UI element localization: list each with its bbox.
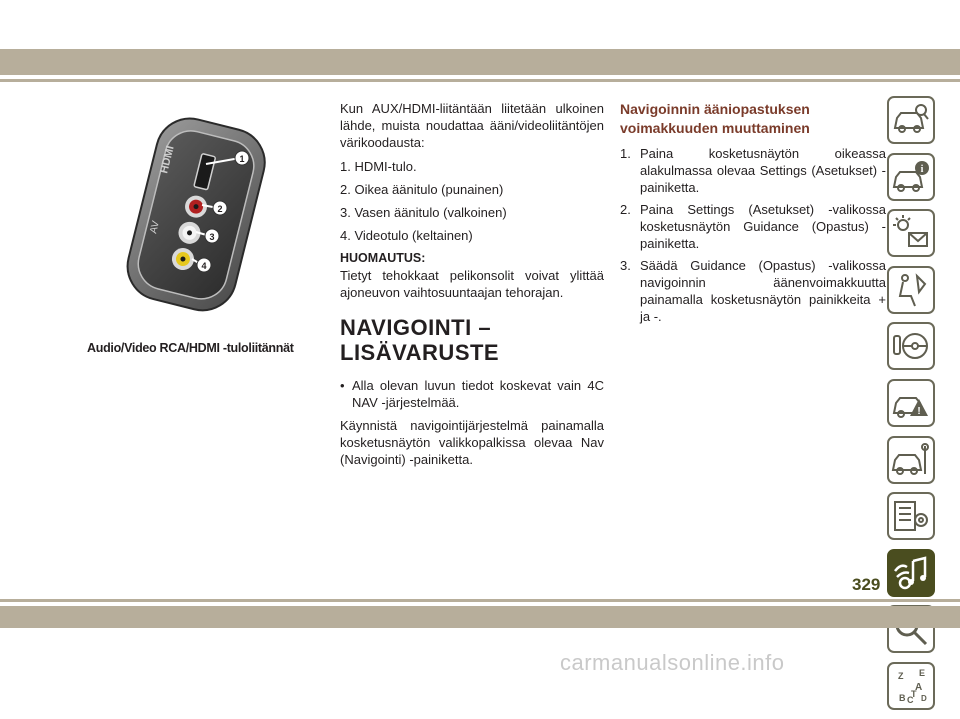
tab-vehicle-info[interactable] <box>887 153 935 201</box>
section-title-line-2: LISÄVARUSTE <box>340 340 500 365</box>
av-console-figure <box>120 104 275 319</box>
specs-gear-icon <box>891 496 931 536</box>
car-wrench-icon <box>891 440 931 480</box>
right-column <box>620 100 886 330</box>
connector-item-4: 4. Videotulo (keltainen) <box>340 228 473 243</box>
step-number: 2. <box>620 202 631 217</box>
tab-servicing[interactable] <box>887 436 935 484</box>
nav-paragraph: Käynnistä navigointijärjestelmä painamalla kosketusnäytön valikkopalkissa olevaa Nav (Navigointi) -painiketta. <box>340 418 604 467</box>
guidance-heading: Navigoinnin ääniopastuksen voimakkuuden muuttaminen <box>620 101 810 136</box>
header-rule <box>0 79 960 82</box>
index-letters-icon <box>891 666 931 706</box>
svg-text:i: i <box>920 163 924 175</box>
connector-item-1: 1. HDMI-tulo. <box>340 159 417 174</box>
tab-lights-messages[interactable] <box>887 209 935 257</box>
callout-1: 1 <box>239 154 245 164</box>
step-text: Paina Settings (Asetukset) -valikossa kosketusnäytön Guidance (Opastus) -painiketta. <box>640 202 886 251</box>
index-letter-t: T <box>911 688 917 699</box>
index-letter-a: A <box>915 681 923 693</box>
connector-item-2: 2. Oikea äänitulo (punainen) <box>340 182 504 197</box>
car-search-icon <box>891 100 931 140</box>
tab-technical-specs[interactable] <box>887 492 935 540</box>
callout-2: 2 <box>217 204 223 214</box>
step-item <box>620 201 886 252</box>
figure-caption: Audio/Video RCA/HDMI -tuloliitännät <box>87 341 294 355</box>
footer-rule <box>0 599 960 602</box>
section-title-line-1: NAVIGOINTI – <box>340 315 492 340</box>
footer-band <box>0 606 960 628</box>
av-panel-label: AV <box>148 219 162 235</box>
av-console-illustration <box>120 104 275 319</box>
step-text: Säädä Guidance (Opastus) -valikossa navigoinnin äänenvoimakkuutta painamalla kosketusnäytön painikkeita + ja -. <box>640 258 886 324</box>
page-number: 329 <box>852 575 881 594</box>
multimedia-music-icon <box>891 553 931 593</box>
connector-item-3: 3. Vasen äänitulo (valkoinen) <box>340 205 507 220</box>
lights-message-icon <box>891 213 931 253</box>
airbag-seat-icon <box>891 270 931 310</box>
tab-vehicle-overview[interactable] <box>887 96 935 144</box>
step-number: 3. <box>620 258 631 273</box>
middle-column <box>340 100 604 475</box>
tab-emergency[interactable] <box>887 379 935 427</box>
tab-multimedia[interactable] <box>887 549 935 597</box>
step-text: Paina kosketusnäytön oikeassa alakulmassa olevaa Settings (Asetukset) -painiketta. <box>640 146 886 195</box>
tab-safety[interactable] <box>887 266 935 314</box>
tab-index[interactable] <box>887 662 935 710</box>
note-text: Tietyt tehokkaat pelikonsolit voivat ylittää ajoneuvon vaihtosuuntaajan tehorajan. <box>340 268 604 300</box>
callout-4: 4 <box>201 261 207 271</box>
index-letter-c: C <box>907 694 914 705</box>
svg-text:!: ! <box>917 405 921 417</box>
watermark: carmanualsonline.info <box>560 650 785 675</box>
header-band <box>0 49 960 75</box>
car-info-icon <box>891 157 931 197</box>
bullet-item <box>340 377 604 411</box>
hdmi-panel-label: HDMI <box>158 144 177 175</box>
index-letter-z: Z <box>898 670 904 681</box>
note-heading: HUOMAUTUS: <box>340 251 426 265</box>
car-warning-icon <box>891 383 931 423</box>
callout-3: 3 <box>209 232 215 242</box>
step-number: 1. <box>620 146 631 161</box>
tab-starting-driving[interactable] <box>887 322 935 370</box>
index-letter-e: E <box>919 667 926 678</box>
index-letter-b: B <box>899 692 906 703</box>
bullet-text: Alla olevan luvun tiedot koskevat vain 4C NAV -järjestelmää. <box>352 378 604 410</box>
bullet-dot-icon: • <box>340 378 345 393</box>
intro-paragraph: Kun AUX/HDMI-liitäntään liitetään ulkoinen lähde, muista noudattaa ääni/videoliitäntöjen värikoodausta: <box>340 101 604 150</box>
index-letter-d: D <box>921 693 927 703</box>
step-item <box>620 145 886 196</box>
steering-key-icon <box>891 326 931 366</box>
step-item <box>620 257 886 325</box>
section-title <box>340 315 604 365</box>
